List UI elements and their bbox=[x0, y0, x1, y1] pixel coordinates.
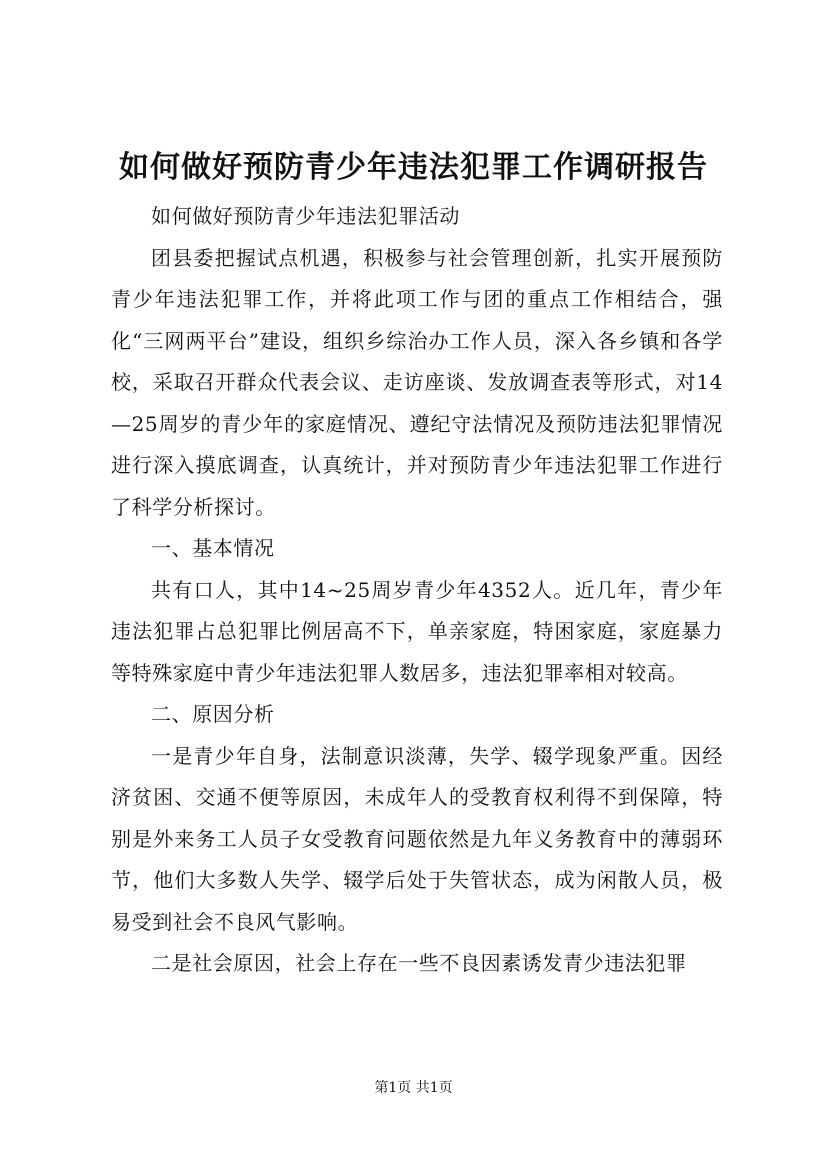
paragraph-basic-situation: 共有口人，其中14~25周岁青少年4352人。近几年，青少年违法犯罪占总犯罪比例居高不下，单亲家庭，特困家庭，家庭暴力等特殊家庭中青少年违法犯罪人数居多，违法犯罪率相对较高。 bbox=[111, 577, 723, 685]
paragraph-subtitle: 如何做好预防青少年违法犯罪活动 bbox=[151, 204, 460, 228]
page-number-footer: 第1页 共1页 bbox=[374, 1080, 453, 1096]
paragraph-cause-one: 一是青少年自身，法制意识淡薄，失学、辍学现象严重。因经济贫困、交通不便等原因，未成年人的受教育权利得不到保障，特别是外来务工人员子女受教育问题依然是九年义务教育中的薄弱环节，他们大多数人失学、辍学后处于失管状态，成为闲散人员，极易受到社会不良风气影响。 bbox=[111, 743, 723, 934]
document-body bbox=[111, 196, 723, 985]
paragraph-intro: 团县委把握试点机遇，积极参与社会管理创新，扎实开展预防青少年违法犯罪工作，并将此项工作与团的重点工作相结合，强化“三网两平台”建设，组织乡综治办工作人员，深入各乡镇和各学校，采取召开群众代表会议、走访座谈、发放调查表等形式，对14—25周岁的青少年的家庭情况、遵纪守法情况及预防违法犯罪情况进行深入摸底调查，认真统计，并对预防青少年违法犯罪工作进行了科学分析探讨。 bbox=[111, 245, 723, 519]
document-title: 如何做好预防青少年违法犯罪工作调研报告 bbox=[119, 150, 708, 185]
section-heading-cause-analysis: 二、原因分析 bbox=[151, 702, 275, 726]
section-heading-basic-situation: 一、基本情况 bbox=[151, 536, 275, 560]
paragraph-cause-two: 二是社会原因，社会上存在一些不良因素诱发青少违法犯罪 bbox=[151, 951, 687, 975]
